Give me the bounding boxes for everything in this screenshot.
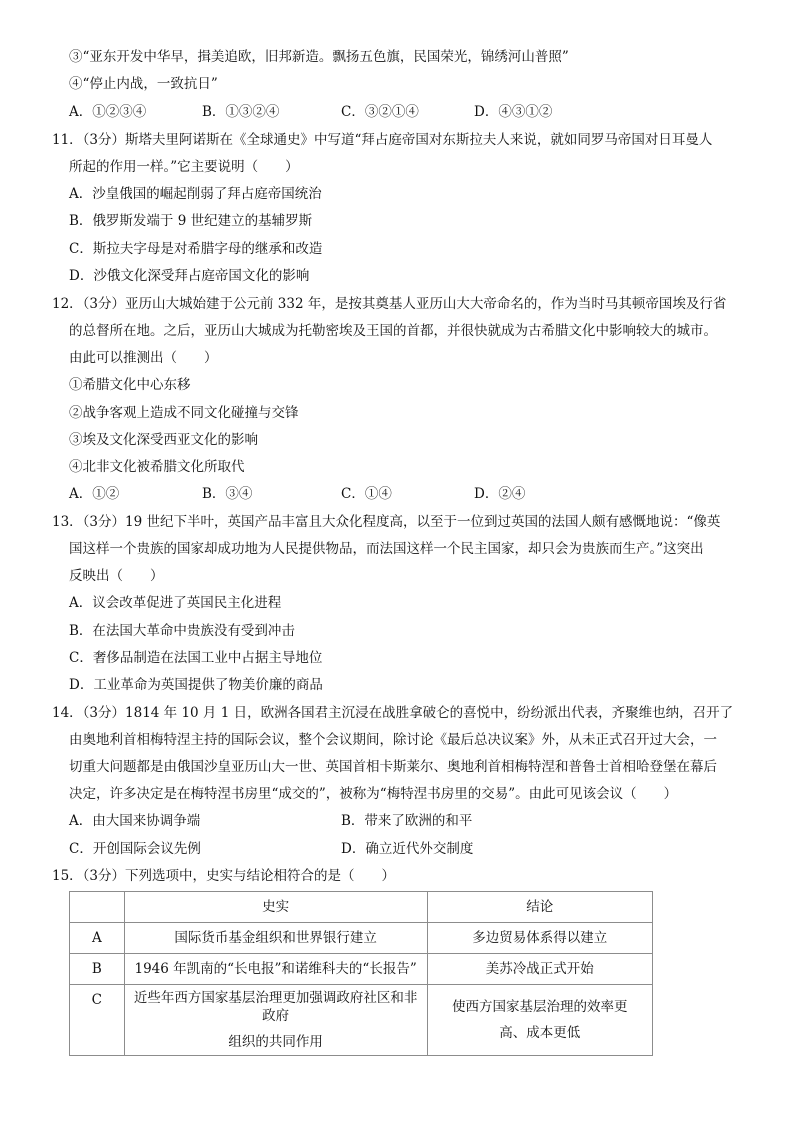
table-row [70,954,653,985]
q11-option-d[interactable]: D．沙俄文化深受拜占庭帝国文化的影响 [69,268,310,284]
q14-stem-line-2: 由奥地利首相梅特涅主持的国际会议，整个会议期间，除讨论《最后总决议案》外，从未正式召开过大会，一 [69,732,717,748]
q11-stem-line-1: 11．（3分）斯塔夫里阿诺斯在《全球通史》中写道“拜占庭帝国对东斯拉夫人来说，就如同罗马帝国对日耳曼人 [52,132,713,148]
q14-option-c[interactable]: C．开创国际会议先例 [69,841,201,857]
q12-option-b[interactable]: B．③④ [202,486,253,502]
row-conclusion-line-1: 使西方国家基层治理的效率更 [452,999,628,1015]
row-conclusion-line-2: 高、成本更低 [499,1025,581,1041]
row-fact: 1946 年凯南的“长电报”和诺维科夫的“长报告” [124,954,427,985]
q15-stem: 15．（3分）下列选项中，史实与结论相符合的是（ ） [52,868,396,884]
q14-option-d[interactable]: D．确立近代外交制度 [341,841,474,857]
row-label: C [70,985,125,1056]
q12-stem-line-1: 12．（3分）亚历山大城始建于公元前 332 年，是按其奠基人亚历山大大帝命名的，作为当时马其顿帝国埃及行省 [52,296,727,312]
q14-stem-line-1: 14．（3分）1814 年 10 月 1 日，欧洲各国君主沉浸在战胜拿破仑的喜悦中，纷纷派出代表，齐聚维也纳，召开了 [52,705,734,721]
q13-stem-line-2: 国这样一个贵族的国家却成功地为人民提供物品，而法国这样一个民主国家，却只会为贵族而生产。”这突出 [69,541,704,557]
row-fact-line-2: 组织的共同作用 [228,1034,323,1050]
q10-item-3: ③“亚东开发中华早，揖美追欧，旧邦新造。飘扬五色旗，民国荣光，锦绣河山普照” [69,49,569,65]
row-conclusion: 美苏冷战正式开始 [427,954,652,985]
q13-option-b[interactable]: B．在法国大革命中贵族没有受到冲击 [69,623,295,639]
q11-option-a[interactable]: A．沙皇俄国的崛起削弱了拜占庭帝国统治 [69,186,322,202]
q10-option-d[interactable]: D．④③①② [474,104,553,120]
table-row [70,985,653,1056]
q13-stem-line-3: 反映出（ ） [69,568,164,584]
q14-option-a[interactable]: A．由大国来协调争端 [69,813,201,829]
q13-stem-line-1: 13．（3分）19 世纪下半叶，英国产品丰富且大众化程度高，以至于一位到过英国的法国人颇有感慨地说：“像英 [52,514,721,530]
q13-option-a[interactable]: A．议会改革促进了英国民主化进程 [69,595,282,611]
q10-option-b[interactable]: B．①③②④ [202,104,280,120]
row-label: A [70,923,125,954]
q14-stem-line-4: 决定，许多决定是在梅特涅书房里“成交的”，被称为“梅特涅书房里的交易”。由此可见该会议（ ） [69,786,678,802]
q10-option-c[interactable]: C．③②①④ [341,104,419,120]
header-cell-conclusion: 结论 [427,892,652,923]
q10-option-a[interactable]: A．①②③④ [69,104,147,120]
row-fact: 国际货币基金组织和世界银行建立 [124,923,427,954]
q12-item-1: ①希腊文化中心东移 [69,377,191,393]
q15-table [69,891,653,1056]
row-fact [124,985,427,1056]
header-cell-label [70,892,125,923]
q12-item-2: ②战争客观上造成不同文化碰撞与交锋 [69,405,299,421]
q12-item-3: ③埃及文化深受西亚文化的影响 [69,432,258,448]
table-header-row [70,892,653,923]
q12-option-d[interactable]: D．②④ [474,486,526,502]
row-conclusion [427,985,652,1056]
q12-stem-line-3: 由此可以推测出（ ） [69,350,218,366]
q11-option-c[interactable]: C．斯拉夫字母是对希腊字母的继承和改造 [69,241,323,257]
q12-item-4: ④北非文化被希腊文化所取代 [69,459,245,475]
q14-option-b[interactable]: B．带来了欧洲的和平 [341,813,473,829]
q12-option-a[interactable]: A．①② [69,486,120,502]
table-row [70,923,653,954]
row-conclusion: 多边贸易体系得以建立 [427,923,652,954]
q13-option-d[interactable]: D．工业革命为英国提供了物美价廉的商品 [69,677,323,693]
row-label: B [70,954,125,985]
q12-stem-line-2: 的总督所在地。之后，亚历山大城成为托勒密埃及王国的首都，并很快就成为古希腊文化中影响较大的城市。 [69,323,717,339]
header-cell-fact: 史实 [124,892,427,923]
q12-option-c[interactable]: C．①④ [341,486,392,502]
row-fact-line-1: 近些年西方国家基层治理更加强调政府社区和非政府 [133,990,418,1024]
q11-option-b[interactable]: B．俄罗斯发端于 9 世纪建立的基辅罗斯 [69,213,313,229]
q13-option-c[interactable]: C．奢侈品制造在法国工业中占据主导地位 [69,650,323,666]
q14-stem-line-3: 切重大问题都是由俄国沙皇亚历山大一世、英国首相卡斯莱尔、奥地利首相梅特涅和普鲁士首相哈登堡在幕后 [69,759,717,775]
q11-stem-line-2: 所起的作用一样。”它主要说明（ ） [69,159,299,175]
q10-item-4: ④“停止内战，一致抗日” [69,76,218,92]
